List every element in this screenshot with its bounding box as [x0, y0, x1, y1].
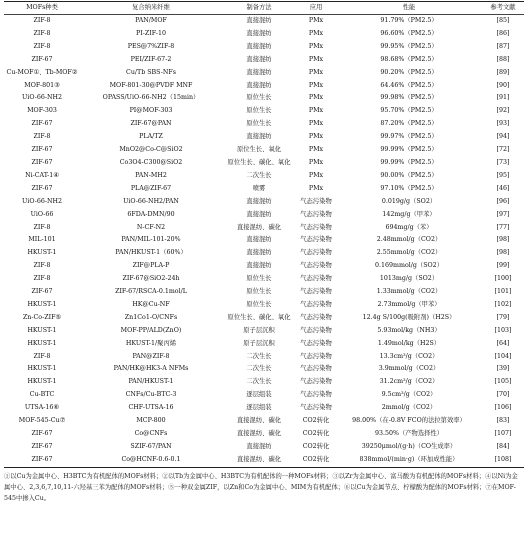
cell-preparation-method: 原位生长 — [246, 94, 272, 102]
table-row — [4, 144, 524, 157]
header-preparation-method: 制备方法 — [222, 2, 296, 15]
cell-mof-type: UiO-66-NH2 — [22, 94, 62, 102]
cell-application: 气态污染物 — [300, 236, 332, 244]
cell-mof-type: UiO-66-NH2 — [22, 197, 62, 205]
cell-composite-fiber: HK@Cu-NF — [132, 300, 170, 308]
cell-performance: 98.00%（在-0.8V FCO的法拉第效率） — [352, 417, 466, 425]
cell-composite-fiber: UiO-66-NH2/PAN — [123, 197, 179, 205]
cell-reference: [107] — [494, 430, 512, 437]
table-row — [4, 376, 524, 389]
cell-application: 气态污染物 — [300, 339, 332, 347]
cell-performance: 97.10%（PM2.5） — [380, 184, 438, 192]
cell-preparation-method: 二次生长 — [246, 365, 272, 373]
mof-table-figure — [4, 1, 524, 504]
header-mof-type: MOFs种类 — [4, 2, 80, 15]
cell-reference: [97] — [496, 210, 510, 218]
cell-composite-fiber: PAN/MOF — [135, 17, 167, 24]
cell-preparation-method: 原子层沉积 — [243, 326, 275, 334]
table-row — [4, 402, 524, 415]
table-header-row — [4, 2, 524, 15]
cell-mof-type: ZIF-8 — [33, 223, 51, 231]
cell-application: PMx — [308, 120, 324, 128]
cell-mof-type: ZIF-67 — [31, 288, 53, 296]
table-row — [4, 247, 524, 260]
cell-composite-fiber: 6FDA-DMN/90 — [127, 210, 175, 218]
cell-mof-type: ZIF-8 — [33, 17, 51, 24]
cell-performance: 96.60%（PM2.5） — [380, 29, 438, 37]
cell-preparation-method: 直接混纺 — [246, 236, 272, 244]
cell-performance: 99.98%（PM2.5） — [380, 94, 438, 102]
cell-preparation-method: 直接混纺 — [246, 133, 272, 141]
cell-composite-fiber: Co@HCNF-0.6-0.1 — [80, 454, 222, 467]
table-row — [4, 80, 524, 93]
cell-composite-fiber: ZIF-67@PAN — [130, 120, 172, 128]
cell-preparation-method: 原位生长、氧化 — [236, 146, 282, 154]
cell-composite-fiber: PES@7%ZIF-8 — [127, 42, 175, 50]
cell-composite-fiber: ZIF@PLA-P — [132, 262, 170, 270]
cell-performance: 3.9mmol/g（CO2） — [378, 365, 440, 373]
cell-mof-type: HKUST-1 — [27, 378, 57, 386]
cell-composite-fiber: CNFs/Cu-BTC-3 — [125, 391, 177, 399]
cell-preparation-method: 原位生长 — [246, 120, 272, 128]
cell-mof-type: ZIF-67 — [31, 158, 53, 166]
cell-preparation-method: 直接混纺 — [246, 68, 272, 76]
cell-composite-fiber: PI-ZIF-10 — [136, 29, 166, 37]
cell-application: PMx — [308, 94, 324, 102]
cell-reference: [106] — [494, 404, 512, 412]
cell-performance: 2.73mmol/g（甲苯） — [377, 300, 441, 308]
cell-application: CO2转化 — [296, 454, 336, 467]
table-row — [4, 54, 524, 67]
cell-application: PMx — [308, 107, 324, 115]
cell-reference: [86] — [496, 29, 510, 37]
cell-preparation-method: 喷雾 — [252, 184, 266, 192]
cell-performance: 39250μmol/(g·h)（CO生成率） — [361, 442, 457, 450]
cell-performance: 12.4g S/100g(吸附剂)（H2S） — [362, 313, 456, 321]
cell-performance: 90.00%（PM2.5） — [380, 171, 438, 179]
cell-performance: 838mmol/(min·g)（环加成性能） — [336, 454, 482, 467]
table-row — [4, 441, 524, 454]
cell-performance: 1013mg/g（SO2） — [379, 275, 439, 283]
cell-composite-fiber: Cu/Tb SBS-NFs — [126, 68, 176, 76]
cell-reference: [92] — [496, 107, 510, 115]
cell-composite-fiber: PAN/MIL-101-20% — [121, 236, 181, 244]
cell-application: CO2转化 — [302, 430, 330, 437]
cell-reference: [100] — [494, 275, 512, 283]
cell-preparation-method: 原位生长、碳化、氧化 — [227, 313, 291, 321]
cell-mof-type: ZIF-8 — [33, 262, 51, 270]
cell-application: PMx — [308, 171, 324, 179]
cell-reference: [89] — [496, 68, 510, 76]
cell-mof-type: ZIF-67 — [31, 442, 53, 450]
cell-performance: 93.50%（产物选择性） — [374, 430, 444, 437]
cell-composite-fiber: PI@MOF-303 — [129, 107, 173, 115]
cell-mof-type: Ni-CAT-1④ — [25, 171, 59, 179]
cell-reference: [73] — [496, 158, 510, 166]
cell-preparation-method: 原位生长 — [246, 288, 272, 296]
table-row — [4, 15, 524, 28]
cell-mof-type: UTSA-16⑥ — [24, 404, 60, 412]
cell-performance: 90.20%（PM2.5） — [380, 68, 438, 76]
cell-mof-type: Cu-BTC — [29, 391, 55, 399]
table-row — [4, 325, 524, 338]
cell-mof-type: HKUST-1 — [27, 365, 57, 373]
cell-reference: [99] — [496, 262, 510, 270]
cell-performance: 91.79%（PM2.5） — [380, 17, 438, 24]
cell-application: 气态污染物 — [300, 262, 332, 270]
cell-performance: 0.019g/g（SO2） — [381, 197, 437, 205]
cell-reference: [108] — [482, 454, 524, 467]
cell-composite-fiber: SZIF-67/PAN — [130, 442, 172, 450]
cell-reference: [98] — [496, 236, 510, 244]
cell-preparation-method: 原位生长 — [246, 275, 272, 283]
cell-composite-fiber: CHF-UTSA-16 — [128, 404, 174, 412]
table-row — [4, 351, 524, 364]
cell-composite-fiber: PAN/HKUST-1（60%） — [115, 249, 187, 257]
cell-application: 气态污染物 — [300, 391, 332, 399]
cell-preparation-method: 直接混纺、碳化 — [236, 223, 282, 231]
cell-mof-type: Cu-MOF①、Tb-MOF② — [6, 68, 78, 76]
table-row — [4, 415, 524, 428]
table-row — [4, 363, 524, 376]
cell-mof-type: UiO-66 — [30, 210, 54, 218]
cell-reference: [83] — [496, 417, 510, 425]
cell-reference: [103] — [494, 326, 512, 334]
table-row — [4, 131, 524, 144]
cell-application: 气态污染物 — [300, 326, 332, 334]
cell-preparation-method: 直接混纺 — [246, 17, 272, 24]
cell-mof-type: HKUST-1 — [27, 249, 57, 257]
table-row — [4, 170, 524, 183]
cell-application: 气态污染物 — [300, 404, 332, 412]
cell-preparation-method: 直接混纺、碳化 — [236, 417, 282, 425]
cell-performance: 31.2cm³/g（CO2） — [379, 378, 439, 386]
cell-reference: [70] — [496, 391, 510, 399]
cell-preparation-method: 二次生长 — [246, 171, 272, 179]
table-row — [4, 183, 524, 196]
cell-reference: [84] — [496, 442, 510, 450]
cell-application: 气态污染物 — [300, 378, 332, 386]
cell-reference: [87] — [496, 42, 510, 50]
mof-composite-table — [4, 1, 524, 468]
cell-application: 气态污染物 — [300, 288, 332, 296]
header-composite-fiber: 复合纳米纤维 — [80, 2, 222, 15]
cell-application: 气态污染物 — [300, 223, 332, 231]
cell-composite-fiber: Co@CNFs — [134, 430, 168, 437]
table-row — [4, 222, 524, 235]
table-row — [4, 273, 524, 286]
cell-reference: [90] — [496, 81, 510, 89]
cell-preparation-method: 逐层组装 — [246, 391, 272, 399]
cell-composite-fiber: MnO2@Co-C@SiO2 — [119, 146, 183, 154]
header-performance: 性能 — [336, 2, 482, 15]
cell-application: 气态污染物 — [300, 210, 332, 218]
cell-mof-type: HKUST-1 — [27, 300, 57, 308]
cell-composite-fiber: PAN/HKUST-1 — [128, 378, 174, 386]
table-row — [4, 67, 524, 80]
table-row — [4, 209, 524, 222]
cell-reference: [85] — [496, 17, 510, 24]
table-footnote: ①以Cu为金属中心、H3BTC为有机配体的MOFs材料；②以Tb为金属中心、H3BTC为有机配体的一种MOFs材料；③以Zr为金属中心、富马酸为有机配体的MOFs材料；④以Ni为金属中心、2,3,6,7,10,11-六羟基三苯为配体的MOFs材料；⑤一种双金属ZIF，以Zn和Co为金属中心、MIM为有机配体；⑥以Cu为金属节点、柠檬酸为配体的MOFs材料；⑦在MOF-545中掺入Cu。 — [4, 472, 518, 502]
cell-preparation-method: 二次生长 — [246, 352, 272, 360]
cell-preparation-method: 直接混纺 — [246, 262, 272, 270]
cell-reference: [98] — [496, 249, 510, 257]
cell-application: PMx — [308, 81, 324, 89]
cell-mof-type: HKUST-1 — [27, 339, 57, 347]
cell-performance: 64.46%（PM2.5） — [380, 81, 438, 89]
cell-preparation-method: 直接混纺 — [246, 42, 272, 50]
cell-preparation-method: 直接混纺、碳化 — [236, 430, 282, 437]
cell-reference: [72] — [496, 146, 510, 154]
cell-preparation-method: 直接混纺 — [246, 81, 272, 89]
cell-mof-type: ZIF-8 — [33, 133, 51, 141]
cell-reference: [101] — [494, 288, 512, 296]
table-row — [4, 105, 524, 118]
cell-performance: 142mg/g（甲苯） — [382, 210, 436, 218]
cell-mof-type: MOF-303 — [27, 107, 57, 115]
cell-performance: 99.99%（PM2.5） — [380, 146, 438, 154]
cell-application: 气态污染物 — [300, 365, 332, 373]
cell-performance: 13.3cm³/g（CO2） — [379, 352, 439, 360]
table-row — [4, 286, 524, 299]
cell-performance: 2.48mmol/g（CO2） — [376, 236, 442, 244]
cell-performance: 99.95%（PM2.5） — [380, 42, 438, 50]
cell-composite-fiber: Co3O4-C300@SiO2 — [119, 158, 183, 166]
cell-performance: 99.97%（PM2.5） — [380, 133, 438, 141]
cell-reference: [77] — [496, 223, 510, 231]
cell-performance: 98.68%（PM2.5） — [380, 55, 438, 63]
cell-application: PMx — [308, 29, 324, 37]
cell-preparation-method: 直接混纺 — [246, 55, 272, 63]
cell-mof-type: ZIF-67 — [31, 430, 53, 437]
cell-performance: 2mmol/g（CO2） — [381, 404, 437, 412]
cell-performance: 2.55mmol/g（CO2） — [376, 249, 442, 257]
cell-reference: [46] — [496, 184, 510, 192]
cell-application: PMx — [308, 17, 324, 24]
cell-reference: [79] — [496, 313, 510, 321]
cell-application: PMx — [308, 146, 324, 154]
cell-preparation-method: 直接混纺 — [246, 29, 272, 37]
cell-composite-fiber: PEI/ZIF-67-2 — [130, 55, 172, 63]
cell-composite-fiber: OPASS/UiO-66-NH2（15min） — [102, 94, 200, 102]
cell-application: PMx — [308, 68, 324, 76]
cell-composite-fiber: PAN/HK@HK3-A NFMs — [113, 365, 189, 373]
cell-preparation-method: 原位生长 — [246, 300, 272, 308]
table-row — [4, 196, 524, 209]
table-row — [4, 118, 524, 131]
cell-mof-type: MOF-545-Cu⑦ — [18, 417, 66, 425]
cell-reference: [93] — [496, 120, 510, 128]
cell-mof-type: ZIF-67 — [31, 120, 53, 128]
cell-composite-fiber: PLA@ZIF-67 — [130, 184, 172, 192]
cell-application: CO2转化 — [302, 442, 330, 450]
cell-application: 气态污染物 — [300, 197, 332, 205]
table-row — [4, 157, 524, 170]
cell-composite-fiber: HKUST-1/聚丙烯 — [125, 339, 177, 347]
cell-composite-fiber: Zn1Co1-O/CNFs — [124, 313, 178, 321]
cell-mof-type: ZIF-8 — [33, 352, 51, 360]
table-row — [4, 428, 524, 441]
table-row — [4, 454, 524, 467]
cell-reference: [102] — [494, 300, 512, 308]
cell-composite-fiber: MOF-801-30@PVDF MNF — [109, 81, 193, 89]
cell-reference: [95] — [496, 171, 510, 179]
header-application: 应用 — [296, 2, 336, 15]
cell-mof-type: MOF-801③ — [24, 81, 60, 89]
table-row — [4, 28, 524, 41]
cell-reference: [96] — [496, 197, 510, 205]
cell-mof-type: ZIF-67 — [31, 146, 53, 154]
table-row — [4, 389, 524, 402]
cell-composite-fiber: PLA/TZ — [139, 133, 163, 141]
cell-performance: 0.169mmol/g（SO2） — [374, 262, 443, 270]
cell-performance: 1.49mol/kg（H2S） — [377, 339, 441, 347]
cell-preparation-method: 直接混纺 — [246, 197, 272, 205]
cell-performance: 9.5cm³/g（CO2） — [381, 391, 437, 399]
cell-application: PMx — [308, 133, 324, 141]
cell-performance: 1.33mmol/g（CO2） — [376, 288, 442, 296]
cell-composite-fiber: ZIF-67@SiO2-24h — [122, 275, 180, 283]
cell-composite-fiber: ZIF-67/RSCA-0.1mol/L — [115, 288, 187, 296]
table-row — [4, 260, 524, 273]
cell-preparation-method: 原位生长、碳化、氧化 — [227, 158, 291, 166]
table-row — [4, 312, 524, 325]
cell-reference: [104] — [494, 352, 512, 360]
cell-application: CO2转化 — [302, 417, 330, 425]
cell-composite-fiber: MOF-PP/ALD(ZnO) — [120, 326, 182, 334]
table-row — [4, 234, 524, 247]
cell-preparation-method: 直接混纺 — [246, 210, 272, 218]
cell-preparation-method: 原子层沉积 — [243, 339, 275, 347]
cell-application: PMx — [308, 158, 324, 166]
cell-mof-type: ZIF-67 — [31, 55, 53, 63]
cell-mof-type: HKUST-1 — [27, 326, 57, 334]
cell-application: PMx — [308, 42, 324, 50]
cell-reference: [88] — [496, 55, 510, 63]
table-row — [4, 338, 524, 351]
cell-reference: [105] — [494, 378, 512, 386]
cell-performance: 87.20%（PM2.5） — [380, 120, 438, 128]
cell-composite-fiber: PAN@ZIF-8 — [132, 352, 170, 360]
cell-performance: 5.93mol/kg（NH3） — [377, 326, 441, 334]
cell-performance: 95.70%（PM2.5） — [380, 107, 438, 115]
cell-preparation-method: 直接混纺 — [246, 249, 272, 257]
cell-performance: 694mg/g（苯） — [385, 223, 433, 231]
cell-composite-fiber: N-CF-N2 — [136, 223, 166, 231]
table-row — [4, 41, 524, 54]
cell-performance: 99.99%（PM2.5） — [380, 158, 438, 166]
cell-preparation-method: 直接混纺 — [246, 442, 272, 450]
cell-mof-type: ZIF-8 — [33, 275, 51, 283]
cell-mof-type: ZIF-67 — [4, 454, 80, 467]
cell-preparation-method: 二次生长 — [246, 378, 272, 386]
cell-mof-type: ZIF-8 — [33, 29, 51, 37]
cell-application: 气态污染物 — [300, 313, 332, 321]
cell-mof-type: Zn-Co-ZIF⑤ — [22, 313, 62, 321]
header-reference: 参考文献 — [482, 2, 524, 15]
cell-reference: [64] — [496, 339, 510, 347]
cell-reference: [91] — [496, 94, 510, 102]
cell-preparation-method: 原位生长 — [246, 107, 272, 115]
cell-application: 气态污染物 — [300, 249, 332, 257]
cell-application: 气态污染物 — [300, 275, 332, 283]
cell-reference: [94] — [496, 133, 510, 141]
cell-mof-type: ZIF-67 — [31, 184, 53, 192]
table-row — [4, 92, 524, 105]
cell-mof-type: MIL-101 — [28, 236, 56, 244]
cell-composite-fiber: MCP-800 — [136, 417, 166, 425]
cell-composite-fiber: PAN-MH2 — [135, 171, 167, 179]
cell-application: PMx — [308, 55, 324, 63]
cell-reference: [39] — [496, 365, 510, 373]
cell-application: 气态污染物 — [300, 300, 332, 308]
table-row — [4, 299, 524, 312]
cell-mof-type: ZIF-8 — [33, 42, 51, 50]
cell-application: PMx — [308, 184, 324, 192]
cell-preparation-method: 逐层组装 — [246, 404, 272, 412]
cell-application: 气态污染物 — [300, 352, 332, 360]
cell-preparation-method: 直接混纺、碳化 — [222, 454, 296, 467]
